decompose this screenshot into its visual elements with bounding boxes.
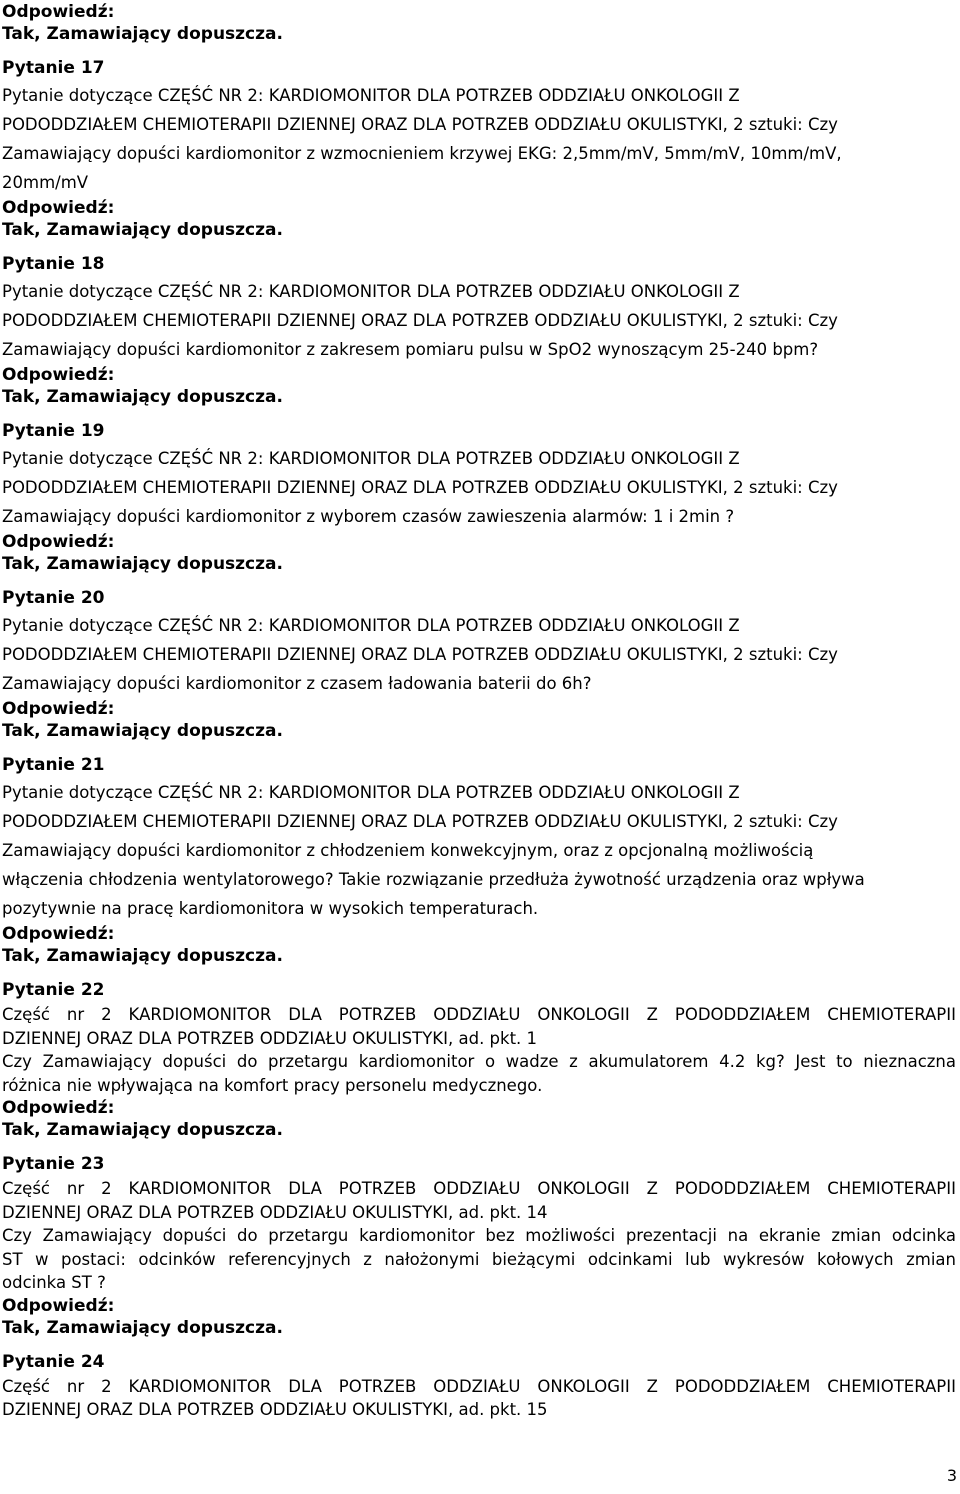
question-line: Pytanie dotyczące CZĘŚĆ NR 2: KARDIOMONITOR DLA POTRZEB ODDZIAŁU ONKOLOGII Z (2, 616, 740, 635)
question-line: PODODDZIAŁEM CHEMIOTERAPII DZIENNEJ ORAZ DLA POTRZEB ODDZIAŁU OKULISTYKI, 2 sztuki: Czy (2, 812, 838, 831)
question-title: Pytanie 17 (2, 58, 105, 78)
question-body (2, 81, 956, 197)
question-line: ST w postaci: odcinków referencyjnych z nałożonymi bieżącymi odcinkami lub wykresów kołowych zmian (2, 1249, 956, 1269)
question-line: Pytanie dotyczące CZĘŚĆ NR 2: KARDIOMONITOR DLA POTRZEB ODDZIAŁU ONKOLOGII Z (2, 449, 740, 468)
answer-text: Tak, Zamawiający dopuszcza. (2, 387, 283, 407)
answer-label: Odpowiedź: (2, 1098, 115, 1118)
question-line: Czy Zamawiający dopuści do przetargu kardiomonitor o wadze z akumulatorem 4.2 kg? Jest to nieznaczna (2, 1052, 956, 1071)
question-line: Pytanie dotyczące CZĘŚĆ NR 2: KARDIOMONITOR DLA POTRZEB ODDZIAŁU ONKOLOGII Z (2, 282, 740, 301)
question-line: Czy Zamawiający dopuści do przetargu kardiomonitor bez możliwości prezentacji na ekranie zmian odcinka (2, 1226, 956, 1245)
question-body (2, 778, 956, 923)
question-line: DZIENNEJ ORAZ DLA POTRZEB ODDZIAŁU OKULISTYKI, ad. pkt. 14 (2, 1202, 548, 1222)
question-line: odcinka ST ? (2, 1273, 106, 1292)
question-line: włączenia chłodzenia wentylatorowego? Takie rozwiązanie przedłuża żywotność urządzenia oraz wpływa (2, 870, 865, 889)
question-line: PODODDZIAŁEM CHEMIOTERAPII DZIENNEJ ORAZ DLA POTRZEB ODDZIAŁU OKULISTYKI, 2 sztuki: Czy (2, 311, 838, 330)
question-line: 20mm/mV (2, 173, 89, 192)
question-line: Część nr 2 KARDIOMONITOR DLA POTRZEB ODDZIAŁU ONKOLOGII Z PODODDZIAŁEM CHEMIOTERAPII (2, 1376, 956, 1396)
question-line: Zamawiający dopuści kardiomonitor z wzmocnieniem krzywej EKG: 2,5mm/mV, 5mm/mV, 10mm/mV, (2, 144, 842, 163)
question-title: Pytanie 24 (2, 1351, 105, 1372)
question-line: Zamawiający dopuści kardiomonitor z wyborem czasów zawieszenia alarmów: 1 i 2min ? (2, 507, 735, 526)
answer-label: Odpowiedź: (2, 365, 115, 385)
answer-text: Tak, Zamawiający dopuszcza. (2, 946, 283, 966)
question-line: Część nr 2 KARDIOMONITOR DLA POTRZEB ODDZIAŁU ONKOLOGII Z PODODDZIAŁEM CHEMIOTERAPII (2, 1179, 956, 1198)
question-title: Pytanie 23 (2, 1154, 105, 1174)
question-line: Zamawiający dopuści kardiomonitor z czasem ładowania baterii do 6h? (2, 674, 592, 693)
question-line: Zamawiający dopuści kardiomonitor z chłodzeniem konwekcyjnym, oraz z opcjonalną możliwością (2, 841, 814, 860)
question-line: Pytanie dotyczące CZĘŚĆ NR 2: KARDIOMONITOR DLA POTRZEB ODDZIAŁU ONKOLOGII Z (2, 86, 740, 105)
question-body (2, 277, 956, 364)
answer-text: Tak, Zamawiający dopuszcza. (2, 24, 283, 44)
answer-label: Odpowiedź: (2, 699, 115, 719)
question-body (2, 611, 956, 698)
document-page (2, 0, 956, 1422)
question-title: Pytanie 18 (2, 254, 105, 274)
answer-label: Odpowiedź: (2, 532, 115, 552)
question-title: Pytanie 20 (2, 588, 105, 608)
answer-text: Tak, Zamawiający dopuszcza. (2, 721, 283, 741)
question-line: pozytywnie na pracę kardiomonitora w wysokich temperaturach. (2, 899, 539, 918)
question-line: PODODDZIAŁEM CHEMIOTERAPII DZIENNEJ ORAZ DLA POTRZEB ODDZIAŁU OKULISTYKI, 2 sztuki: Czy (2, 478, 838, 497)
answer-text: Tak, Zamawiający dopuszcza. (2, 1317, 283, 1338)
question-body (2, 1177, 956, 1295)
question-line: PODODDZIAŁEM CHEMIOTERAPII DZIENNEJ ORAZ DLA POTRZEB ODDZIAŁU OKULISTYKI, 2 sztuki: Czy (2, 115, 838, 134)
answer-text: Tak, Zamawiający dopuszcza. (2, 1120, 283, 1140)
page-number: 3 (946, 1466, 957, 1485)
question-line: DZIENNEJ ORAZ DLA POTRZEB ODDZIAŁU OKULISTYKI, ad. pkt. 15 (2, 1400, 548, 1419)
question-title: Pytanie 22 (2, 980, 105, 1000)
answer-text: Tak, Zamawiający dopuszcza. (2, 554, 283, 574)
question-line: Pytanie dotyczące CZĘŚĆ NR 2: KARDIOMONITOR DLA POTRZEB ODDZIAŁU ONKOLOGII Z (2, 783, 740, 802)
answer-label: Odpowiedź: (2, 1295, 115, 1316)
question-line: PODODDZIAŁEM CHEMIOTERAPII DZIENNEJ ORAZ DLA POTRZEB ODDZIAŁU OKULISTYKI, 2 sztuki: Czy (2, 645, 838, 664)
question-line: Część nr 2 KARDIOMONITOR DLA POTRZEB ODDZIAŁU ONKOLOGII Z PODODDZIAŁEM CHEMIOTERAPII (2, 1005, 956, 1024)
answer-label: Odpowiedź: (2, 924, 115, 944)
answer-label: Odpowiedź: (2, 2, 115, 22)
question-line: DZIENNEJ ORAZ DLA POTRZEB ODDZIAŁU OKULISTYKI, ad. pkt. 1 (2, 1028, 538, 1048)
question-line: różnica nie wpływająca na komfort pracy personelu medycznego. (2, 1075, 543, 1095)
question-body (2, 444, 956, 531)
answer-label: Odpowiedź: (2, 198, 115, 218)
question-line: Zamawiający dopuści kardiomonitor z zakresem pomiaru pulsu w SpO2 wynoszącym 25-240 bpm? (2, 340, 819, 359)
question-title: Pytanie 19 (2, 421, 105, 441)
question-body (2, 1375, 956, 1422)
answer-text: Tak, Zamawiający dopuszcza. (2, 220, 283, 240)
question-title: Pytanie 21 (2, 755, 105, 775)
question-body (2, 1003, 956, 1097)
